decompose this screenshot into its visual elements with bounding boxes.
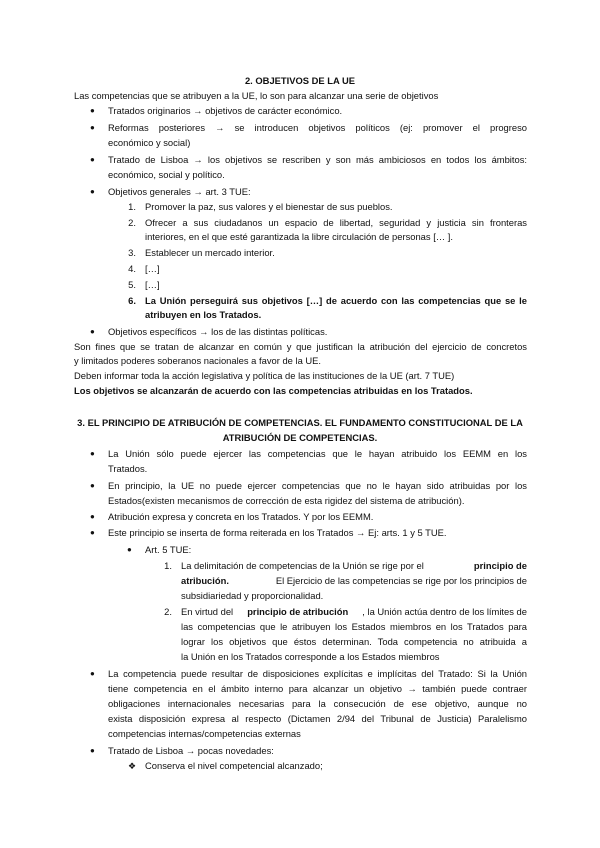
- s2-bullet-3-line-1: Tratado de Lisboa → los objetivos se rescriben y son más ambiciosos en todos los ámbitos:: [108, 154, 527, 165]
- s3-bullet-2-line-1: En principio, la UE no puede ejercer competencias que no le hayan sido atribuidas por los: [108, 480, 527, 491]
- list-number: 2.: [128, 217, 136, 228]
- list-number: 2.: [164, 606, 172, 617]
- s3-diamond-item-1: Conserva el nivel competencial alcanzado;: [145, 760, 323, 771]
- list-number: 4.: [128, 263, 136, 274]
- bullet-icon: ●: [90, 106, 95, 115]
- s2-bullet-1: Tratados originarios → objetivos de carácter económico.: [108, 105, 343, 116]
- s2-item-5: […]: [145, 279, 160, 290]
- s3-item-1-text: El Ejercicio de las competencias se rige por los principios de: [275, 575, 527, 586]
- s2-bullet-2-line-2: económico y social): [108, 137, 191, 148]
- s3-bullet-5-line-4: exista disposición expresa al respecto (Dictamen 2/94 del Tribunal de Justicia) Paralelismo: [108, 713, 527, 724]
- s2-item-4: […]: [145, 263, 160, 274]
- s3-item-2-line-4: la Unión en los Tratados corresponde a los Estados miembros: [181, 651, 440, 662]
- bullet-icon: ●: [127, 545, 132, 554]
- section-2-heading: 2. OBJETIVOS DE LA UE: [244, 75, 356, 86]
- s3-bullet-5-line-5: competencias internas/competencias externas: [108, 728, 301, 739]
- s3-bullet-1-line-1: La Unión sólo puede ejercer las competencias que le hayan atribuido los EEMM en los: [108, 448, 527, 459]
- bullet-icon: ●: [90, 512, 95, 521]
- s2-intro: Las competencias que se atribuyen a la UE, lo son para alcanzar una serie de objetivos: [74, 90, 439, 101]
- s2-paragraph-3: Los objetivos se alcanzarán de acuerdo con las competencias atribuidas en los Tratados.: [74, 385, 473, 396]
- bullet-icon: ●: [90, 155, 95, 164]
- s2-item-3: Establecer un mercado interior.: [145, 247, 275, 258]
- s3-item-2-emphasis: principio de atribución: [247, 606, 349, 617]
- s3-bullet-5-line-2: tiene competencia en el ámbito interno para alcanzar un objetivo → también puede contraer: [108, 683, 527, 694]
- list-number: 1.: [164, 560, 172, 571]
- bullet-icon: ●: [90, 669, 95, 678]
- s3-bullet-3: Atribución expresa y concreta en los Tratados. Y por los EEMM.: [108, 511, 374, 522]
- s3-item-1-line-2: [181, 574, 527, 588]
- s3-sub-bullet-art5: Art. 5 TUE:: [145, 544, 192, 555]
- s2-item-6-line-2: atribuyen en los Tratados.: [145, 309, 262, 320]
- list-number: 5.: [128, 279, 136, 290]
- bullet-icon: ●: [90, 746, 95, 755]
- list-number: 3.: [128, 247, 136, 258]
- s3-bullet-1-line-2: Tratados.: [108, 463, 148, 474]
- s2-bullet-4: Objetivos generales → art. 3 TUE:: [108, 186, 251, 197]
- bullet-icon: ●: [90, 528, 95, 537]
- s3-item-1-emphasis: principio de: [473, 560, 527, 571]
- list-number: 6.: [128, 295, 136, 306]
- s2-paragraph-1-line-2: y limitados poderes soberanos nacionales a favor de la UE.: [74, 355, 322, 366]
- s2-paragraph-2: Deben informar toda la acción legislativa y política de las instituciones de la UE (art. 7 TUE): [74, 370, 455, 381]
- s2-paragraph-1-line-1: Son fines que se tratan de alcanzar en común y que justifican la atribución del ejercicio de concretos: [74, 341, 527, 352]
- s3-item-2-line-2: las competencias que le atribuyen los Estados miembros en los Tratados para: [181, 621, 527, 632]
- bullet-icon: ●: [90, 123, 95, 132]
- bullet-icon: ●: [90, 481, 95, 490]
- s3-item-1-line-3: subsidiariedad y proporcionalidad.: [181, 590, 324, 601]
- s2-item-2-line-1: Ofrecer a sus ciudadanos un espacio de libertad, seguridad y justicia sin fronteras: [145, 217, 527, 228]
- s3-bullet-5-line-3: obligaciones internacionales necesarias para la consecución de ese objetivo, aunque no: [108, 698, 527, 709]
- s3-item-2-line-1: [181, 605, 527, 619]
- s3-item-2-text: , la Unión actúa dentro de los límites de: [362, 606, 527, 617]
- s3-item-2-text: En virtud del: [181, 606, 234, 617]
- section-3-heading-line-2: ATRIBUCIÓN DE COMPETENCIAS.: [222, 432, 378, 443]
- bullet-icon: ●: [90, 187, 95, 196]
- s3-bullet-6: Tratado de Lisboa → pocas novedades:: [108, 745, 274, 756]
- s2-bullet-2-line-1: Reformas posteriores → se introducen objetivos políticos (ej: promover el progreso: [108, 122, 527, 133]
- s2-item-2-line-2: interiores, en el que esté garantizada la libre circulación de personas [… ].: [145, 231, 453, 242]
- bullet-icon: ●: [90, 327, 95, 336]
- s3-item-1-text: La delimitación de competencias de la Unión se rige por el: [181, 560, 424, 571]
- s3-bullet-5-line-1: La competencia puede resultar de disposiciones explícitas e implícitas del Tratado: Si la Unión: [108, 668, 527, 679]
- s2-bullet-5: Objetivos específicos → los de las distintas políticas.: [108, 326, 328, 337]
- bullet-icon: ●: [90, 449, 95, 458]
- s3-bullet-2-line-2: Estados(existen mecanismos de corrección de esta rigidez del sistema de atribución).: [108, 495, 465, 506]
- s2-bullet-3-line-2: económico, social y político.: [108, 169, 225, 180]
- s2-item-1: Promover la paz, sus valores y el bienestar de sus pueblos.: [145, 201, 393, 212]
- s3-item-1-line-1: [181, 559, 527, 573]
- diamond-bullet-icon: ❖: [128, 761, 137, 771]
- s3-bullet-4: Este principio se inserta de forma reiterada en los Tratados → Ej: arts. 1 y 5 TUE.: [108, 527, 447, 538]
- s3-item-1-emphasis: atribución.: [181, 575, 229, 586]
- section-3-heading-line-1: 3. EL PRINCIPIO DE ATRIBUCIÓN DE COMPETENCIAS. EL FUNDAMENTO CONSTITUCIONAL DE LA: [77, 417, 523, 428]
- s3-item-2-line-3: lograr los objetivos que éstos determinan. Toda competencia no atribuida a: [181, 636, 527, 647]
- s2-item-6-line-1: La Unión perseguirá sus objetivos […] de acuerdo con las competencias que se le: [145, 295, 527, 306]
- list-number: 1.: [128, 201, 136, 212]
